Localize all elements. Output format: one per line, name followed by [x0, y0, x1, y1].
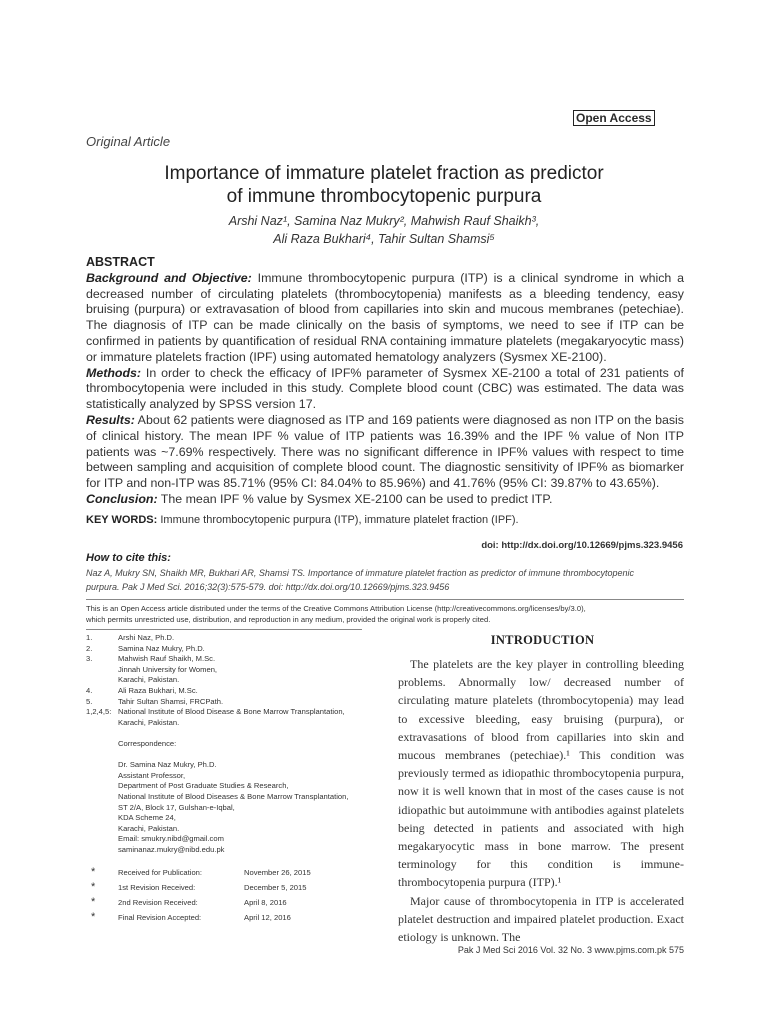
affiliation-row [86, 644, 376, 655]
affiliation-text: Karachi, Pakistan. [118, 675, 180, 685]
affiliation-text: Tahir Sultan Shamsi, FRCPath. [118, 696, 224, 706]
affiliation-number: 2. [86, 643, 93, 653]
methods-label: Methods: [86, 365, 142, 380]
title-line-2: of immune thrombocytopenic purpura [226, 186, 542, 207]
methods-text: In order to check the efficacy of IPF% parameter of Sysmex XE-2100 a total of 231 patients of thrombocytopenia were included in this study. Complete blood count (CBC) was estimated. The data was statistically analyzed by SPSS version 17. [86, 365, 684, 412]
affiliation-text: Assistant Professor, [118, 770, 186, 780]
date-row [86, 883, 376, 898]
title-line-1: Importance of immature platelet fraction as predictor [164, 163, 604, 184]
page-footer: Pak J Med Sci 2016 Vol. 32 No. 3 www.pjms.com.pk 575 [457, 945, 684, 955]
date-row [86, 898, 376, 913]
license-line-1: This is an Open Access article distributed under the terms of the Creative Commons Attribution License (http://creativecommons.org/licenses/by/3.0), [86, 604, 586, 613]
affiliation-row [86, 739, 376, 750]
date-bullet: * [91, 911, 96, 923]
date-label: Received for Publication: [118, 868, 202, 877]
citation-line-1: Naz A, Mukry SN, Shaikh MR, Bukhari AR, Shamsi TS. Importance of immature platelet fraction as predictor of immune thrombocytopenic [86, 568, 635, 578]
affiliation-row [86, 697, 376, 708]
keywords-text: Immune thrombocytopenic purpura (ITP), immature platelet fraction (IPF). [157, 514, 519, 526]
affiliation-row [86, 707, 376, 718]
license-line-2: which permits unrestricted use, distribution, and reproduction in any medium, provided the original work is properly cited. [86, 615, 491, 624]
affiliation-text: Karachi, Pakistan. [118, 717, 180, 727]
results-label: Results: [86, 412, 135, 427]
affiliation-row [86, 771, 376, 782]
affiliation-text: Samina Naz Mukry, Ph.D. [118, 643, 205, 653]
affiliation-number: 1,2,4,5: [86, 707, 112, 717]
affiliation-text: Correspondence: [118, 738, 177, 748]
affiliation-text: National Institute of Blood Disease & Bone Marrow Transplantation, [118, 707, 345, 717]
introduction-body [398, 655, 684, 946]
affiliation-row [86, 834, 376, 845]
intro-paragraph-1: The platelets are the key player in controlling bleeding problems. Abnormally low/ decreased number of circulating mature platelets (thrombocytopenia) may lead to excessive bleeding, easy bruising (purpura), or extravasations of blood from capillaries into skin and mucous membranes (petechiae).¹ This condition was previously termed as idiopathic thrombocytopenia purpura, now it is well known that in most of the cases cause is not idiopathic but autoimmune with antibodies against platelets being detected in patients and associated with high megakaryocytic mass in bone marrow. The present terminology for this condition is immune-thrombocytopenia purpura (ITP).¹ [398, 657, 684, 890]
affiliation-row [86, 803, 376, 814]
affiliation-row [86, 760, 376, 771]
affiliation-text: National Institute of Blood Diseases & Bone Marrow Transplantation, [118, 791, 349, 801]
affiliation-text: Ali Raza Bukhari, M.Sc. [118, 685, 198, 695]
background-text: Immune thrombocytopenic purpura (ITP) is a clinical syndrome in which a decreased number of circulating platelets (thrombocytopenia) manifests as a bleeding tendency, easy bruising (purpura) or extravasation of blood from capillaries into skin and mucous membranes (petechiae). The diagnosis of ITP can be made clinically on the basis of symptoms, we need to see if ITP can be confirmed in patients by quantification of residual RNA containing immature platelets (megakaryocytic mass) or immature platelets fraction (IPF) using automated hematology analyzers (Sysmex XE-2100). [86, 270, 685, 364]
affiliation-number: 5. [86, 696, 93, 706]
abstract-section [86, 255, 684, 508]
citation-heading: How to cite this: [86, 552, 171, 564]
date-label: Final Revision Accepted: [118, 913, 202, 922]
date-bullet: * [91, 866, 96, 878]
affiliation-row [86, 845, 376, 856]
divider [86, 629, 362, 630]
conclusion-label: Conclusion: [86, 491, 158, 506]
affiliation-text: Karachi, Pakistan. [118, 823, 180, 833]
affiliation-text: KDA Scheme 24, [118, 813, 176, 823]
doi-link[interactable]: doi: http://dx.doi.org/10.12669/pjms.323.9456 [481, 540, 683, 551]
affiliation-text: Email: smukry.nibd@gmail.com [118, 834, 224, 844]
date-label: 2nd Revision Received: [118, 898, 198, 907]
affiliation-text: Arshi Naz, Ph.D. [118, 633, 175, 642]
affiliation-row [86, 750, 376, 761]
date-value: April 8, 2016 [244, 898, 287, 907]
date-bullet: * [91, 881, 96, 893]
author-list [0, 212, 768, 248]
abstract-heading: ABSTRACT [86, 255, 155, 269]
affiliation-row [86, 792, 376, 803]
authors-line-1: Arshi Naz¹, Samina Naz Mukry², Mahwish Rauf Shaikh³, [228, 214, 540, 228]
abstract-methods [86, 366, 684, 413]
date-bullet: * [91, 896, 96, 908]
abstract-results [86, 413, 684, 492]
abstract-conclusion [86, 492, 684, 508]
publication-dates [86, 868, 376, 928]
affiliation-row [86, 675, 376, 686]
intro-paragraph-2: Major cause of thrombocytopenia in ITP is accelerated platelet destruction and impaired platelet production. Exact etiology is unknown. The [398, 893, 684, 945]
affiliation-number: 3. [86, 654, 93, 664]
keywords-line [86, 514, 686, 526]
citation-line-2: purpura. Pak J Med Sci. 2016;32(3):575-579. doi: http://dx.doi.org/10.12669/pjms.323.9456 [86, 582, 450, 592]
affiliation-row [86, 813, 376, 824]
affiliation-row [86, 728, 376, 739]
background-label: Background and Objective: [86, 270, 252, 285]
date-value: November 26, 2015 [244, 868, 311, 877]
affiliation-text: saminanaz.mukry@nibd.edu.pk [118, 844, 225, 854]
affiliation-text: Mahwish Rauf Shaikh, M.Sc. [118, 654, 216, 664]
affiliation-text: ST 2/A, Block 17, Gulshan-e-Iqbal, [118, 802, 235, 812]
abstract-background [86, 271, 684, 366]
article-title [0, 162, 768, 208]
conclusion-text: The mean IPF % value by Sysmex XE-2100 can be used to predict ITP. [157, 491, 553, 506]
affiliation-row [86, 686, 376, 697]
authors-line-2: Ali Raza Bukhari⁴, Tahir Sultan Shamsi⁵ [273, 232, 495, 246]
keywords-label: KEY WORDS: [86, 514, 158, 526]
affiliation-row [86, 654, 376, 665]
license-notice [86, 603, 686, 625]
results-text: About 62 patients were diagnosed as ITP and 169 patients were diagnosed as non ITP on the basis of clinical history. The mean IPF % value of ITP patients was 16.39% and the IPF % value of Non ITP patients was ~7.69% respectively. There was no significant difference in IPF% values with respect to time between sampling and acquisition of complete blood count. The diagnostic sensitivity of IPF% as biomarker for ITP and non-ITP was 85.71% (95% CI: 84.04% to 85.96%) and 41.76% (95% CI: 39.87% to 43.65%). [86, 412, 684, 491]
affiliation-text: Dr. Samina Naz Mukry, Ph.D. [118, 760, 217, 770]
open-access-badge: Open Access [573, 110, 655, 126]
affiliation-row [86, 781, 376, 792]
affiliation-row [86, 633, 376, 644]
divider [86, 599, 684, 600]
affiliation-number: 4. [86, 685, 93, 695]
article-type-label: Original Article [86, 134, 171, 149]
affiliation-text: Department of Post Graduate Studies & Research, [118, 781, 289, 791]
date-row [86, 913, 376, 928]
date-value: December 5, 2015 [244, 883, 307, 892]
affiliation-row [86, 824, 376, 835]
date-value: April 12, 2016 [244, 913, 291, 922]
affiliation-number: 1. [86, 633, 93, 642]
citation-text [86, 566, 686, 594]
date-row [86, 868, 376, 883]
author-affiliations [86, 633, 376, 855]
affiliation-text: Jinnah University for Women, [118, 664, 218, 674]
affiliation-row [86, 665, 376, 676]
introduction-heading: INTRODUCTION [490, 633, 595, 647]
affiliation-row [86, 718, 376, 729]
date-label: 1st Revision Received: [118, 883, 196, 892]
